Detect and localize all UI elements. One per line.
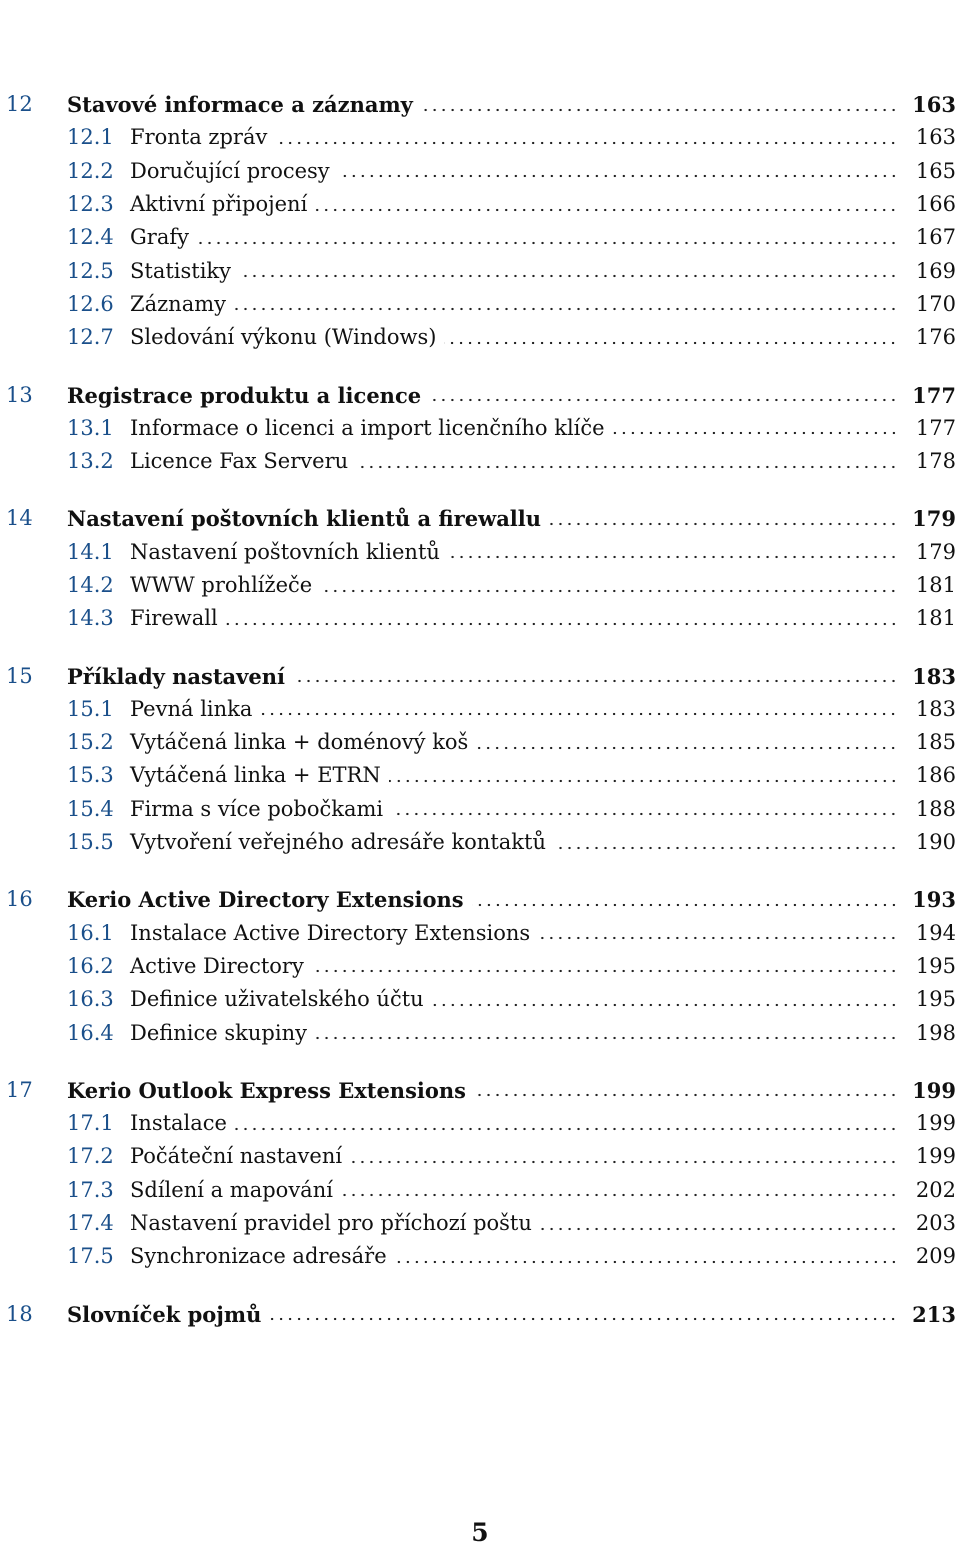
toc-section-entry[interactable] <box>0 445 960 478</box>
page-reference: 165 <box>915 158 956 183</box>
toc-chapter-entry[interactable] <box>0 88 960 121</box>
entry-title-line <box>67 663 960 689</box>
page-reference: 163 <box>912 92 956 118</box>
page-reference: 199 <box>915 1144 956 1169</box>
section-number: 12.5 <box>67 258 114 283</box>
section-number: 15.2 <box>67 730 114 755</box>
toc-section-entry[interactable] <box>0 759 960 792</box>
entry-title-line <box>130 451 960 472</box>
toc-section-entry[interactable] <box>0 1207 960 1240</box>
chapter-number: 13 <box>6 382 33 407</box>
entry-title-line <box>67 382 960 408</box>
entry-title-line <box>130 1177 960 1202</box>
dot-leader <box>554 846 898 850</box>
toc-chapter-block <box>0 1074 960 1274</box>
page-reference: 183 <box>915 696 956 721</box>
page-reference: 194 <box>915 920 956 945</box>
entry-title-line <box>130 258 960 283</box>
dot-leader <box>320 589 898 593</box>
entry-title-line <box>130 194 960 215</box>
toc-section-entry[interactable] <box>0 321 960 354</box>
toc-section-entry[interactable] <box>0 983 960 1016</box>
page-reference: 177 <box>915 415 956 440</box>
toc-section-entry[interactable] <box>0 1140 960 1173</box>
page-reference: 198 <box>915 1020 956 1045</box>
section-number: 17.4 <box>67 1211 114 1236</box>
toc-chapter-entry[interactable] <box>0 1074 960 1107</box>
section-title: Firma s více pobočkami <box>130 796 384 821</box>
section-number: 13.2 <box>67 449 114 474</box>
dot-leader <box>315 1036 898 1040</box>
chapter-number: 15 <box>6 663 33 688</box>
entry-title-line <box>130 539 960 564</box>
dot-leader <box>356 465 898 469</box>
entry-title-line <box>130 291 960 316</box>
entry-title-line <box>130 696 960 721</box>
entry-title-line <box>130 832 960 853</box>
entry-title-line <box>130 127 960 148</box>
section-number: 12.2 <box>67 158 114 183</box>
toc-section-entry[interactable] <box>0 726 960 759</box>
section-number: 12.1 <box>67 125 114 150</box>
section-number: 12.4 <box>67 225 114 250</box>
page-reference: 179 <box>912 506 956 532</box>
entry-title-line <box>130 1246 960 1267</box>
page-reference: 199 <box>915 1111 956 1136</box>
section-number: 15.3 <box>67 763 114 788</box>
dot-leader <box>472 903 898 907</box>
entry-title-line <box>67 506 960 532</box>
page-reference: 202 <box>915 1177 956 1202</box>
entry-title-line <box>130 920 960 945</box>
page-reference: 188 <box>915 796 956 821</box>
section-title: Informace o licenci a import licenčního klíče <box>130 415 605 440</box>
section-number: 16.2 <box>67 953 114 978</box>
page-reference: 177 <box>912 382 956 408</box>
dot-leader <box>421 108 898 112</box>
chapter-title: Příklady nastavení <box>67 663 285 689</box>
page-reference: 186 <box>915 763 956 788</box>
toc-section-entry[interactable] <box>0 602 960 635</box>
page-reference: 185 <box>915 730 956 755</box>
page-reference: 195 <box>915 987 956 1012</box>
dot-leader <box>540 1227 898 1231</box>
toc-section-entry[interactable] <box>0 412 960 445</box>
section-number: 16.3 <box>67 987 114 1012</box>
section-title: Instalace Active Directory Extensions <box>130 920 531 945</box>
section-title: Definice skupiny <box>130 1020 307 1045</box>
entry-title-line <box>67 92 960 118</box>
entry-title-line <box>130 1213 960 1234</box>
chapter-title: Registrace produktu a licence <box>67 382 422 408</box>
dot-leader <box>269 1317 898 1321</box>
entry-title-line <box>67 1301 960 1327</box>
dot-leader <box>197 241 898 245</box>
section-number: 14.1 <box>67 539 114 564</box>
toc-section-entry[interactable] <box>0 188 960 221</box>
section-number: 15.1 <box>67 696 114 721</box>
chapter-number: 17 <box>6 1077 33 1102</box>
section-title: Statistiky <box>130 258 232 283</box>
dot-leader <box>444 341 898 345</box>
dot-leader <box>448 555 898 559</box>
toc-chapter-block <box>0 502 960 635</box>
toc-section-entry[interactable] <box>0 569 960 602</box>
toc-chapter-block <box>0 88 960 354</box>
chapter-number: 14 <box>6 506 33 531</box>
toc-chapter-block <box>0 883 960 1049</box>
chapter-number: 16 <box>6 887 33 912</box>
entry-title-line <box>130 608 960 629</box>
dot-leader <box>260 712 898 716</box>
section-title: Pevná linka <box>130 696 253 721</box>
entry-title-line <box>130 227 960 248</box>
toc-section-entry[interactable] <box>0 793 960 826</box>
dot-leader <box>391 812 898 816</box>
dot-leader <box>338 174 898 178</box>
section-number: 17.2 <box>67 1144 114 1169</box>
table-of-contents <box>0 88 960 1355</box>
section-title: Active Directory <box>130 953 304 978</box>
toc-chapter-entry[interactable] <box>0 1298 960 1331</box>
section-title: Počáteční nastavení <box>130 1144 343 1169</box>
entry-title-line <box>130 575 960 596</box>
section-number: 12.7 <box>67 325 114 350</box>
section-title: Grafy <box>130 225 189 250</box>
section-title: Vytáčená linka + doménový koš <box>130 730 469 755</box>
section-title: Vytvoření veřejného adresáře kontaktů <box>130 830 546 855</box>
page-number: 5 <box>471 1518 489 1547</box>
chapter-title: Slovníček pojmů <box>67 1301 262 1327</box>
entry-title-line <box>130 1146 960 1167</box>
section-number: 17.1 <box>67 1111 114 1136</box>
dot-leader <box>474 1093 898 1097</box>
chapter-number: 18 <box>6 1301 33 1326</box>
entry-title-line <box>130 732 960 753</box>
page-reference: 199 <box>912 1077 956 1103</box>
dot-leader <box>239 274 898 278</box>
dot-leader <box>389 779 898 783</box>
section-title: Nastavení pravidel pro příchozí poštu <box>130 1211 532 1236</box>
entry-title-line <box>130 415 960 440</box>
entry-title-line <box>130 1113 960 1134</box>
chapter-title: Kerio Active Directory Extensions <box>67 887 464 913</box>
dot-leader <box>234 307 898 311</box>
section-title: Záznamy <box>130 291 226 316</box>
toc-section-entry[interactable] <box>0 121 960 154</box>
section-title: Licence Fax Serveru <box>130 449 349 474</box>
toc-section-entry[interactable] <box>0 693 960 726</box>
section-title: Sdílení a mapování <box>130 1177 333 1202</box>
toc-section-entry[interactable] <box>0 826 960 859</box>
entry-title-line <box>130 158 960 183</box>
section-number: 14.2 <box>67 573 114 597</box>
section-title: WWW prohlížeče <box>130 573 313 597</box>
chapter-title: Stavové informace a záznamy <box>67 92 413 118</box>
dot-leader <box>293 679 898 683</box>
toc-section-entry[interactable] <box>0 1240 960 1273</box>
section-number: 15.5 <box>67 830 114 855</box>
page-reference: 163 <box>915 125 956 150</box>
page-reference: 181 <box>915 573 956 597</box>
section-number: 15.4 <box>67 796 114 821</box>
dot-leader <box>395 1260 898 1264</box>
page-reference: 183 <box>912 663 956 689</box>
dot-leader <box>312 969 898 973</box>
dot-leader <box>235 1127 898 1131</box>
entry-title-line <box>67 1077 960 1103</box>
toc-section-entry[interactable] <box>0 917 960 950</box>
page-reference: 170 <box>915 291 956 316</box>
page-reference: 181 <box>915 606 956 631</box>
page-reference: 190 <box>915 830 956 855</box>
toc-section-entry[interactable] <box>0 950 960 983</box>
section-number: 13.1 <box>67 415 114 440</box>
section-number: 17.5 <box>67 1244 114 1269</box>
page-reference: 169 <box>915 258 956 283</box>
entry-title-line <box>130 1020 960 1045</box>
dot-leader <box>315 208 898 212</box>
chapter-title: Kerio Outlook Express Extensions <box>67 1077 466 1103</box>
toc-chapter-entry[interactable] <box>0 883 960 916</box>
entry-title-line <box>67 887 960 913</box>
toc-section-entry[interactable] <box>0 288 960 321</box>
section-title: Aktivní připojení <box>130 192 308 217</box>
toc-chapter-block <box>0 659 960 859</box>
toc-chapter-block <box>0 378 960 478</box>
toc-chapter-block <box>0 1298 960 1331</box>
dot-leader <box>538 936 898 940</box>
dot-leader <box>476 746 898 750</box>
entry-title-line <box>130 765 960 786</box>
page-reference: 178 <box>915 449 956 474</box>
section-title: Doručující procesy <box>130 158 330 183</box>
toc-section-entry[interactable] <box>0 1107 960 1140</box>
section-title: Sledování výkonu (Windows) <box>130 325 437 350</box>
toc-section-entry[interactable] <box>0 1016 960 1049</box>
toc-chapter-entry[interactable] <box>0 378 960 411</box>
section-number: 14.3 <box>67 606 114 631</box>
section-title: Fronta zpráv <box>130 125 268 150</box>
page-reference: 193 <box>912 887 956 913</box>
section-title: Synchronizace adresáře <box>130 1244 387 1269</box>
page-reference: 166 <box>915 192 956 217</box>
section-title: Definice uživatelského účtu <box>130 987 424 1012</box>
page-reference: 195 <box>915 953 956 978</box>
dot-leader <box>226 622 898 626</box>
section-title: Nastavení poštovních klientů <box>130 539 440 564</box>
toc-chapter-entry[interactable] <box>0 502 960 535</box>
page-reference: 209 <box>915 1244 956 1269</box>
toc-section-entry[interactable] <box>0 221 960 254</box>
page-reference: 167 <box>915 225 956 250</box>
dot-leader <box>549 522 898 526</box>
section-title: Firewall <box>130 606 218 631</box>
section-number: 12.6 <box>67 291 114 316</box>
chapter-title: Nastavení poštovních klientů a firewallu <box>67 506 542 532</box>
toc-section-entry[interactable] <box>0 254 960 287</box>
section-title: Instalace <box>130 1111 227 1136</box>
page-reference: 179 <box>915 539 956 564</box>
chapter-number: 12 <box>6 92 33 117</box>
entry-title-line <box>130 327 960 348</box>
section-number: 12.3 <box>67 192 114 217</box>
dot-leader <box>275 141 898 145</box>
toc-chapter-entry[interactable] <box>0 659 960 692</box>
dot-leader <box>613 431 898 435</box>
toc-section-entry[interactable] <box>0 536 960 569</box>
page-reference: 176 <box>915 325 956 350</box>
toc-section-entry[interactable] <box>0 155 960 188</box>
page-reference: 213 <box>912 1301 956 1327</box>
dot-leader <box>341 1193 898 1197</box>
section-number: 16.4 <box>67 1020 114 1045</box>
dot-leader <box>350 1160 898 1164</box>
section-title: Vytáčená linka + ETRN <box>130 763 381 788</box>
section-number: 16.1 <box>67 920 114 945</box>
dot-leader <box>432 1003 898 1007</box>
page-reference: 203 <box>915 1211 956 1236</box>
entry-title-line <box>130 796 960 821</box>
dot-leader <box>429 398 898 402</box>
section-number: 17.3 <box>67 1177 114 1202</box>
entry-title-line <box>130 953 960 978</box>
entry-title-line <box>130 989 960 1010</box>
toc-section-entry[interactable] <box>0 1174 960 1207</box>
